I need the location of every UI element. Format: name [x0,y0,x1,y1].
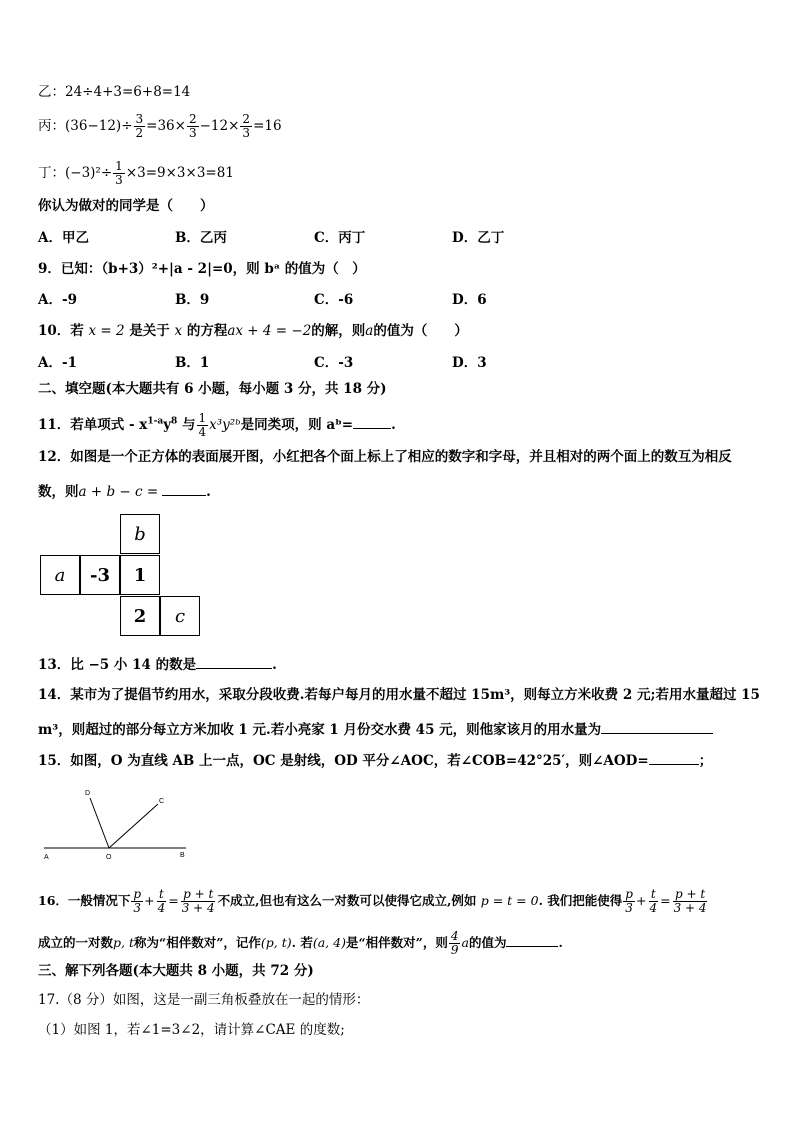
yi-text: 乙：24÷4+3=6+8=14 [38,84,191,100]
q11-y: y [163,417,172,433]
frac-num: 4 [450,929,459,943]
q10-math: x = 2 [88,323,125,339]
q14-line2 [38,719,713,739]
frac-num: p + t [674,887,706,901]
fraction [180,888,217,915]
q11-prefix: 11．若单项式 - x [38,417,148,433]
q13-text: 13．比 −5 小 14 的数是 [38,657,197,673]
q8-option-a[interactable]: A．甲乙 [38,230,89,246]
label-o: O [106,854,112,861]
fraction [647,888,659,915]
q16-math: (a, 4) [312,935,346,950]
angle-figure [38,782,198,864]
answer-blank[interactable] [506,932,558,947]
q16-line1 [38,888,710,915]
bing-prefix: 丙：(36−12)÷ [38,118,133,134]
fraction: $\frac{1}{3}$ [115,159,123,187]
q10-part: 的方程 [186,323,228,339]
frac-den: 4 [198,425,207,439]
fraction [197,412,209,439]
frac-den: 4 [649,901,658,915]
net-face-a: a [40,555,80,595]
q10-part: 的解，则 [311,323,366,339]
label-b: B [180,852,185,859]
fraction [672,888,709,915]
q11-suffix: 是同类项，则 aᵇ= [240,417,354,433]
fraction [156,888,168,915]
frac-num: 1 [198,411,207,425]
q16-text: 的值为 [468,935,507,950]
plus: + [635,893,647,908]
q10-part: 是关于 [129,323,170,339]
frac-num: t [650,887,656,901]
q16-text: 成立的一对数 [38,935,114,950]
q12-expr: a + b − c = [78,484,159,500]
q10-math: x [174,323,183,339]
q11-exp2: 8 [171,416,178,427]
q16-text: . 我们把能使得 [538,893,623,908]
plus: + [144,893,155,908]
frac-num: p [625,887,633,901]
q8-question: 你认为做对的同学是（ ） [38,198,214,214]
frac-den: 3 + 4 [673,901,707,915]
q12-end: . [206,484,211,500]
ding-end: ×3=9×3×3=81 [125,165,234,181]
q17-line1: 17.（8 分）如图，这是一副三角板叠放在一起的情形： [38,992,370,1008]
bing-mid2: −12× [199,118,240,134]
fraction [449,930,461,957]
q11 [38,412,396,439]
frac-den: 3 [625,901,633,915]
bing-end: =16 [253,118,282,134]
frac-den: 3 + 4 [181,901,215,915]
q10-option-b[interactable]: B．1 [175,355,210,371]
q16-example: p = t = 0 [480,893,539,908]
q11-term: x³y²ᵇ [209,417,241,433]
line-bing [38,113,282,140]
q16-text: 不成立,但也有这么一对数可以使得它成立,例如 [217,893,477,908]
q16-math: p, t [113,935,134,950]
net-face-1: 1 [120,555,160,595]
frac-den: 4 [157,901,166,915]
label-a: A [44,854,49,861]
section-2-heading: 二、填空题(本大题共有 6 小题，每小题 3 分，共 18 分) [38,381,387,397]
q16-math: (p, t) [260,935,292,950]
q12-line1: 12．如图是一个正方体的表面展开图，小红把各个面上标上了相应的数字和字母，并且相对的两个面上的数互为相反 [38,449,732,465]
q8-option-c[interactable]: C．丙丁 [314,230,366,246]
q11-with: 与 [177,417,196,433]
q10-part: 10．若 [38,323,84,339]
answer-blank[interactable] [649,750,699,765]
q16-text: 是“相伴数对”，则 [345,935,448,950]
q10-stem [38,322,468,340]
answer-blank[interactable] [162,481,206,496]
answer-blank[interactable] [353,414,391,429]
frac-num: p [133,887,142,901]
q15-end: ； [698,753,713,769]
q12-line2 [38,481,211,501]
q9-option-b[interactable]: B．9 [175,292,210,308]
answer-blank[interactable] [196,654,272,669]
q14-text: m³，则超过的部分每立方米加收 1 元.若小亮家 1 月份交水费 45 元，则他家该月的用水量为 [38,722,602,738]
q15-text: 15．如图，O 为直线 AB 上一点，OC 是射线，OD 平分∠AOC，若∠COB=42°25′，则∠AOD= [38,753,649,769]
q9-stem: 9．已知：（b+3）²+|a - 2|=0，则 bᵃ 的值为（ ） [38,261,366,277]
q16-math: a [461,935,469,950]
q10-math: a [365,323,374,339]
q13 [38,654,277,674]
fraction: $\frac{2}{3}$ [242,112,251,140]
q11-exp1: 1-a [147,416,164,427]
label-c: C [159,798,165,805]
q11-end: . [391,417,396,433]
frac-den: 3 [133,901,142,915]
q17-line2: （1）如图 1，若∠1=3∠2，请计算∠CAE 的度数; [38,1022,345,1038]
q9-option-c[interactable]: C．-6 [314,292,354,308]
q10-option-d[interactable]: D．3 [452,355,487,371]
ding-prefix: 丁：(−3)²÷ [38,165,113,181]
fraction: $\frac{3}{2}$ [135,112,144,140]
frac-num: p + t [183,887,214,901]
q10-part: 的值为（ ） [373,323,468,339]
ray-oc [109,804,158,848]
fraction: $\frac{2}{3}$ [188,112,197,140]
equals: = [660,893,671,908]
q16-end: . [558,935,563,950]
bing-mid1: =36× [146,118,186,134]
line-yi [38,83,190,101]
q9-option-a[interactable]: A．-9 [38,292,77,308]
q16-text: 称为“相伴数对”，记作 [134,935,261,950]
section-3-heading: 三、解下列各题(本大题共 8 小题，共 72 分) [38,963,314,979]
q10-math: ax + 4 = −2 [227,323,312,339]
q16-text: 16．一般情况下 [38,893,131,908]
label-d: D [85,790,91,797]
q10-option-c[interactable]: C．-3 [314,355,354,371]
q14-line1: 14．某市为了提倡节约用水，采取分段收费.若每户每月的用水量不超过 15m³，则每立方米收费 2 元;若用水量超过 15 [38,687,760,703]
fraction [131,888,143,915]
ray-od [90,798,109,848]
q15 [38,750,712,770]
equals: = [168,893,179,908]
net-face-c: c [160,596,200,636]
q8-option-b[interactable]: B．乙丙 [175,230,227,246]
q10-option-a[interactable]: A．-1 [38,355,77,371]
q12-text: 数，则 [38,484,79,500]
q16-text: . 若 [291,935,313,950]
q9-option-d[interactable]: D．6 [452,292,487,308]
frac-den: 9 [450,943,459,957]
line-ding [38,160,234,187]
fraction [623,888,635,915]
q16-line2 [38,930,563,957]
q13-end: . [272,657,277,673]
frac-num: t [158,887,164,901]
net-face-2: 2 [120,596,160,636]
q8-option-d[interactable]: D．乙丁 [452,230,505,246]
net-face-minus3: -3 [80,555,120,595]
answer-blank[interactable] [601,719,713,734]
net-face-b: b [120,514,160,554]
